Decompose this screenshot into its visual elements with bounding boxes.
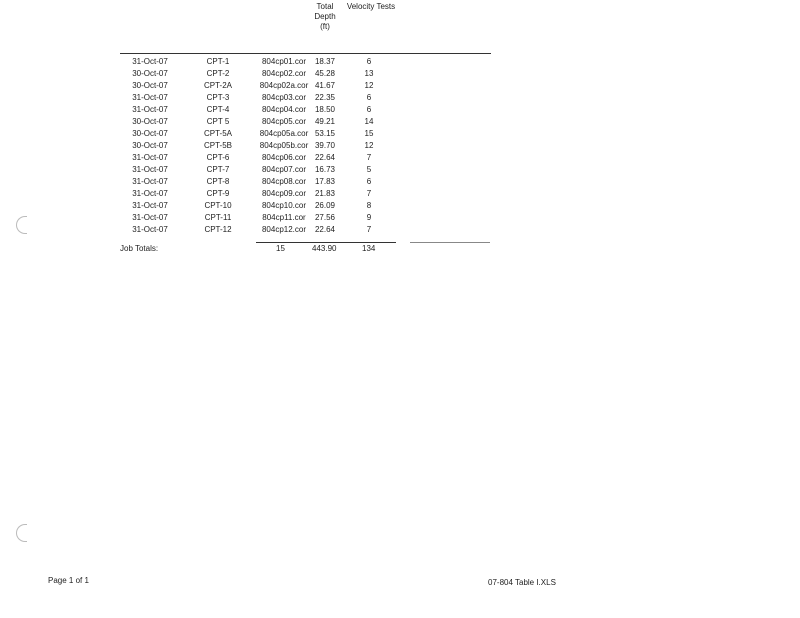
header-total-depth-line1: Total: [316, 2, 334, 11]
table-row: [0, 212, 800, 224]
cell-file: 804cp07.cor: [261, 165, 307, 174]
cell-vel: 15: [364, 129, 374, 138]
cell-date: 31-Oct-07: [132, 213, 168, 222]
cell-file: 804cp02a.cor: [259, 81, 309, 90]
cell-file: 804cp09.cor: [261, 189, 307, 198]
header-total-depth: [308, 2, 342, 32]
cell-file: 804cp11.cor: [262, 213, 306, 222]
cell-cpt: CPT-2A: [203, 81, 232, 90]
cell-file: 804cp05.cor: [261, 117, 307, 126]
table-row: [0, 224, 800, 236]
cell-date: 31-Oct-07: [132, 165, 168, 174]
cell-cpt: CPT-5A: [203, 129, 232, 138]
cell-vel: 6: [366, 57, 372, 66]
binder-hole-mark: [16, 216, 27, 234]
cell-vel: 7: [366, 189, 372, 198]
table-row: [0, 176, 800, 188]
header-rule: [120, 53, 491, 54]
table-row: [0, 140, 800, 152]
cell-vel: 6: [366, 93, 372, 102]
cell-depth: 41.67: [314, 81, 336, 90]
cell-cpt: CPT-12: [204, 225, 232, 234]
cell-depth: 18.50: [314, 105, 336, 114]
binder-hole-mark: [16, 524, 27, 542]
cell-date: 30-Oct-07: [132, 129, 168, 138]
cell-date: 31-Oct-07: [132, 189, 168, 198]
totals-depth: 443.90: [312, 244, 337, 253]
cell-date: 30-Oct-07: [132, 69, 168, 78]
cell-file: 804cp05a.cor: [259, 129, 309, 138]
cell-cpt: CPT-5B: [203, 141, 232, 150]
header-total-depth-line2: Depth: [314, 12, 336, 21]
cell-vel: 6: [366, 105, 372, 114]
cell-file: 804cp05b.cor: [259, 141, 309, 150]
cell-date: 31-Oct-07: [132, 153, 168, 162]
cell-date: 31-Oct-07: [132, 177, 168, 186]
cell-date: 30-Oct-07: [132, 81, 168, 90]
table-row: [0, 56, 800, 68]
cell-vel: 7: [366, 225, 372, 234]
totals-velocity: 134: [362, 244, 376, 253]
cell-file: 804cp08.cor: [261, 177, 307, 186]
footer-filename: 07-804 Table I.XLS: [488, 578, 556, 587]
cell-depth: 45.28: [314, 69, 336, 78]
cell-vel: 12: [364, 81, 374, 90]
cell-file: 804cp02.cor: [261, 69, 307, 78]
cell-depth: 53.15: [314, 129, 336, 138]
table-row: [0, 188, 800, 200]
cell-cpt: CPT-11: [204, 213, 232, 222]
table-row: [0, 80, 800, 92]
cell-depth: 21.83: [314, 189, 336, 198]
totals-rule-right: [410, 242, 490, 243]
header-velocity-tests: Velocity Tests: [346, 2, 396, 11]
cell-depth: 26.09: [314, 201, 336, 210]
cell-cpt: CPT-6: [206, 153, 230, 162]
cell-vel: 6: [366, 177, 372, 186]
table-row: [0, 164, 800, 176]
cell-file: 804cp12.cor: [261, 225, 307, 234]
cell-date: 31-Oct-07: [132, 57, 168, 66]
cell-vel: 7: [366, 153, 372, 162]
cell-cpt: CPT-7: [206, 165, 230, 174]
totals-label: Job Totals:: [120, 244, 159, 253]
cell-cpt: CPT-9: [206, 189, 230, 198]
cell-depth: 27.56: [314, 213, 336, 222]
cell-date: 30-Oct-07: [132, 141, 168, 150]
cell-cpt: CPT-2: [206, 69, 230, 78]
cell-depth: 39.70: [314, 141, 336, 150]
cell-vel: 13: [364, 69, 374, 78]
table-row: [0, 116, 800, 128]
cell-vel: 12: [364, 141, 374, 150]
table-row: [0, 68, 800, 80]
table-row: [0, 104, 800, 116]
cell-date: 31-Oct-07: [132, 93, 168, 102]
cell-file: 804cp01.cor: [261, 57, 307, 66]
cell-depth: 17.83: [314, 177, 336, 186]
header-total-depth-line3: (ft): [320, 22, 330, 31]
cell-file: 804cp06.cor: [261, 153, 307, 162]
cell-cpt: CPT-10: [204, 201, 232, 210]
cell-date: 30-Oct-07: [132, 117, 168, 126]
cell-cpt: CPT-3: [206, 93, 230, 102]
cell-vel: 9: [366, 213, 372, 222]
cell-cpt: CPT-8: [206, 177, 230, 186]
cell-depth: 16.73: [314, 165, 336, 174]
totals-count: 15: [276, 244, 285, 253]
cell-vel: 14: [364, 117, 374, 126]
cell-depth: 18.37: [314, 57, 336, 66]
cell-cpt: CPT-1: [206, 57, 230, 66]
table-row: [0, 200, 800, 212]
cell-date: 31-Oct-07: [132, 105, 168, 114]
cell-depth: 49.21: [314, 117, 336, 126]
table-row: [0, 92, 800, 104]
cell-vel: 5: [366, 165, 372, 174]
table-row: [0, 128, 800, 140]
cell-date: 31-Oct-07: [132, 201, 168, 210]
cell-cpt: CPT-4: [206, 105, 230, 114]
cell-vel: 8: [366, 201, 372, 210]
cell-file: 804cp04.cor: [261, 105, 307, 114]
cell-depth: 22.64: [314, 225, 336, 234]
table-row: [0, 152, 800, 164]
cell-file: 804cp03.cor: [261, 93, 307, 102]
cell-file: 804cp10.cor: [261, 201, 307, 210]
cell-date: 31-Oct-07: [132, 225, 168, 234]
cell-depth: 22.64: [314, 153, 336, 162]
footer-page-number: Page 1 of 1: [48, 576, 89, 585]
cell-cpt: CPT 5: [206, 117, 230, 126]
cell-depth: 22.35: [314, 93, 336, 102]
